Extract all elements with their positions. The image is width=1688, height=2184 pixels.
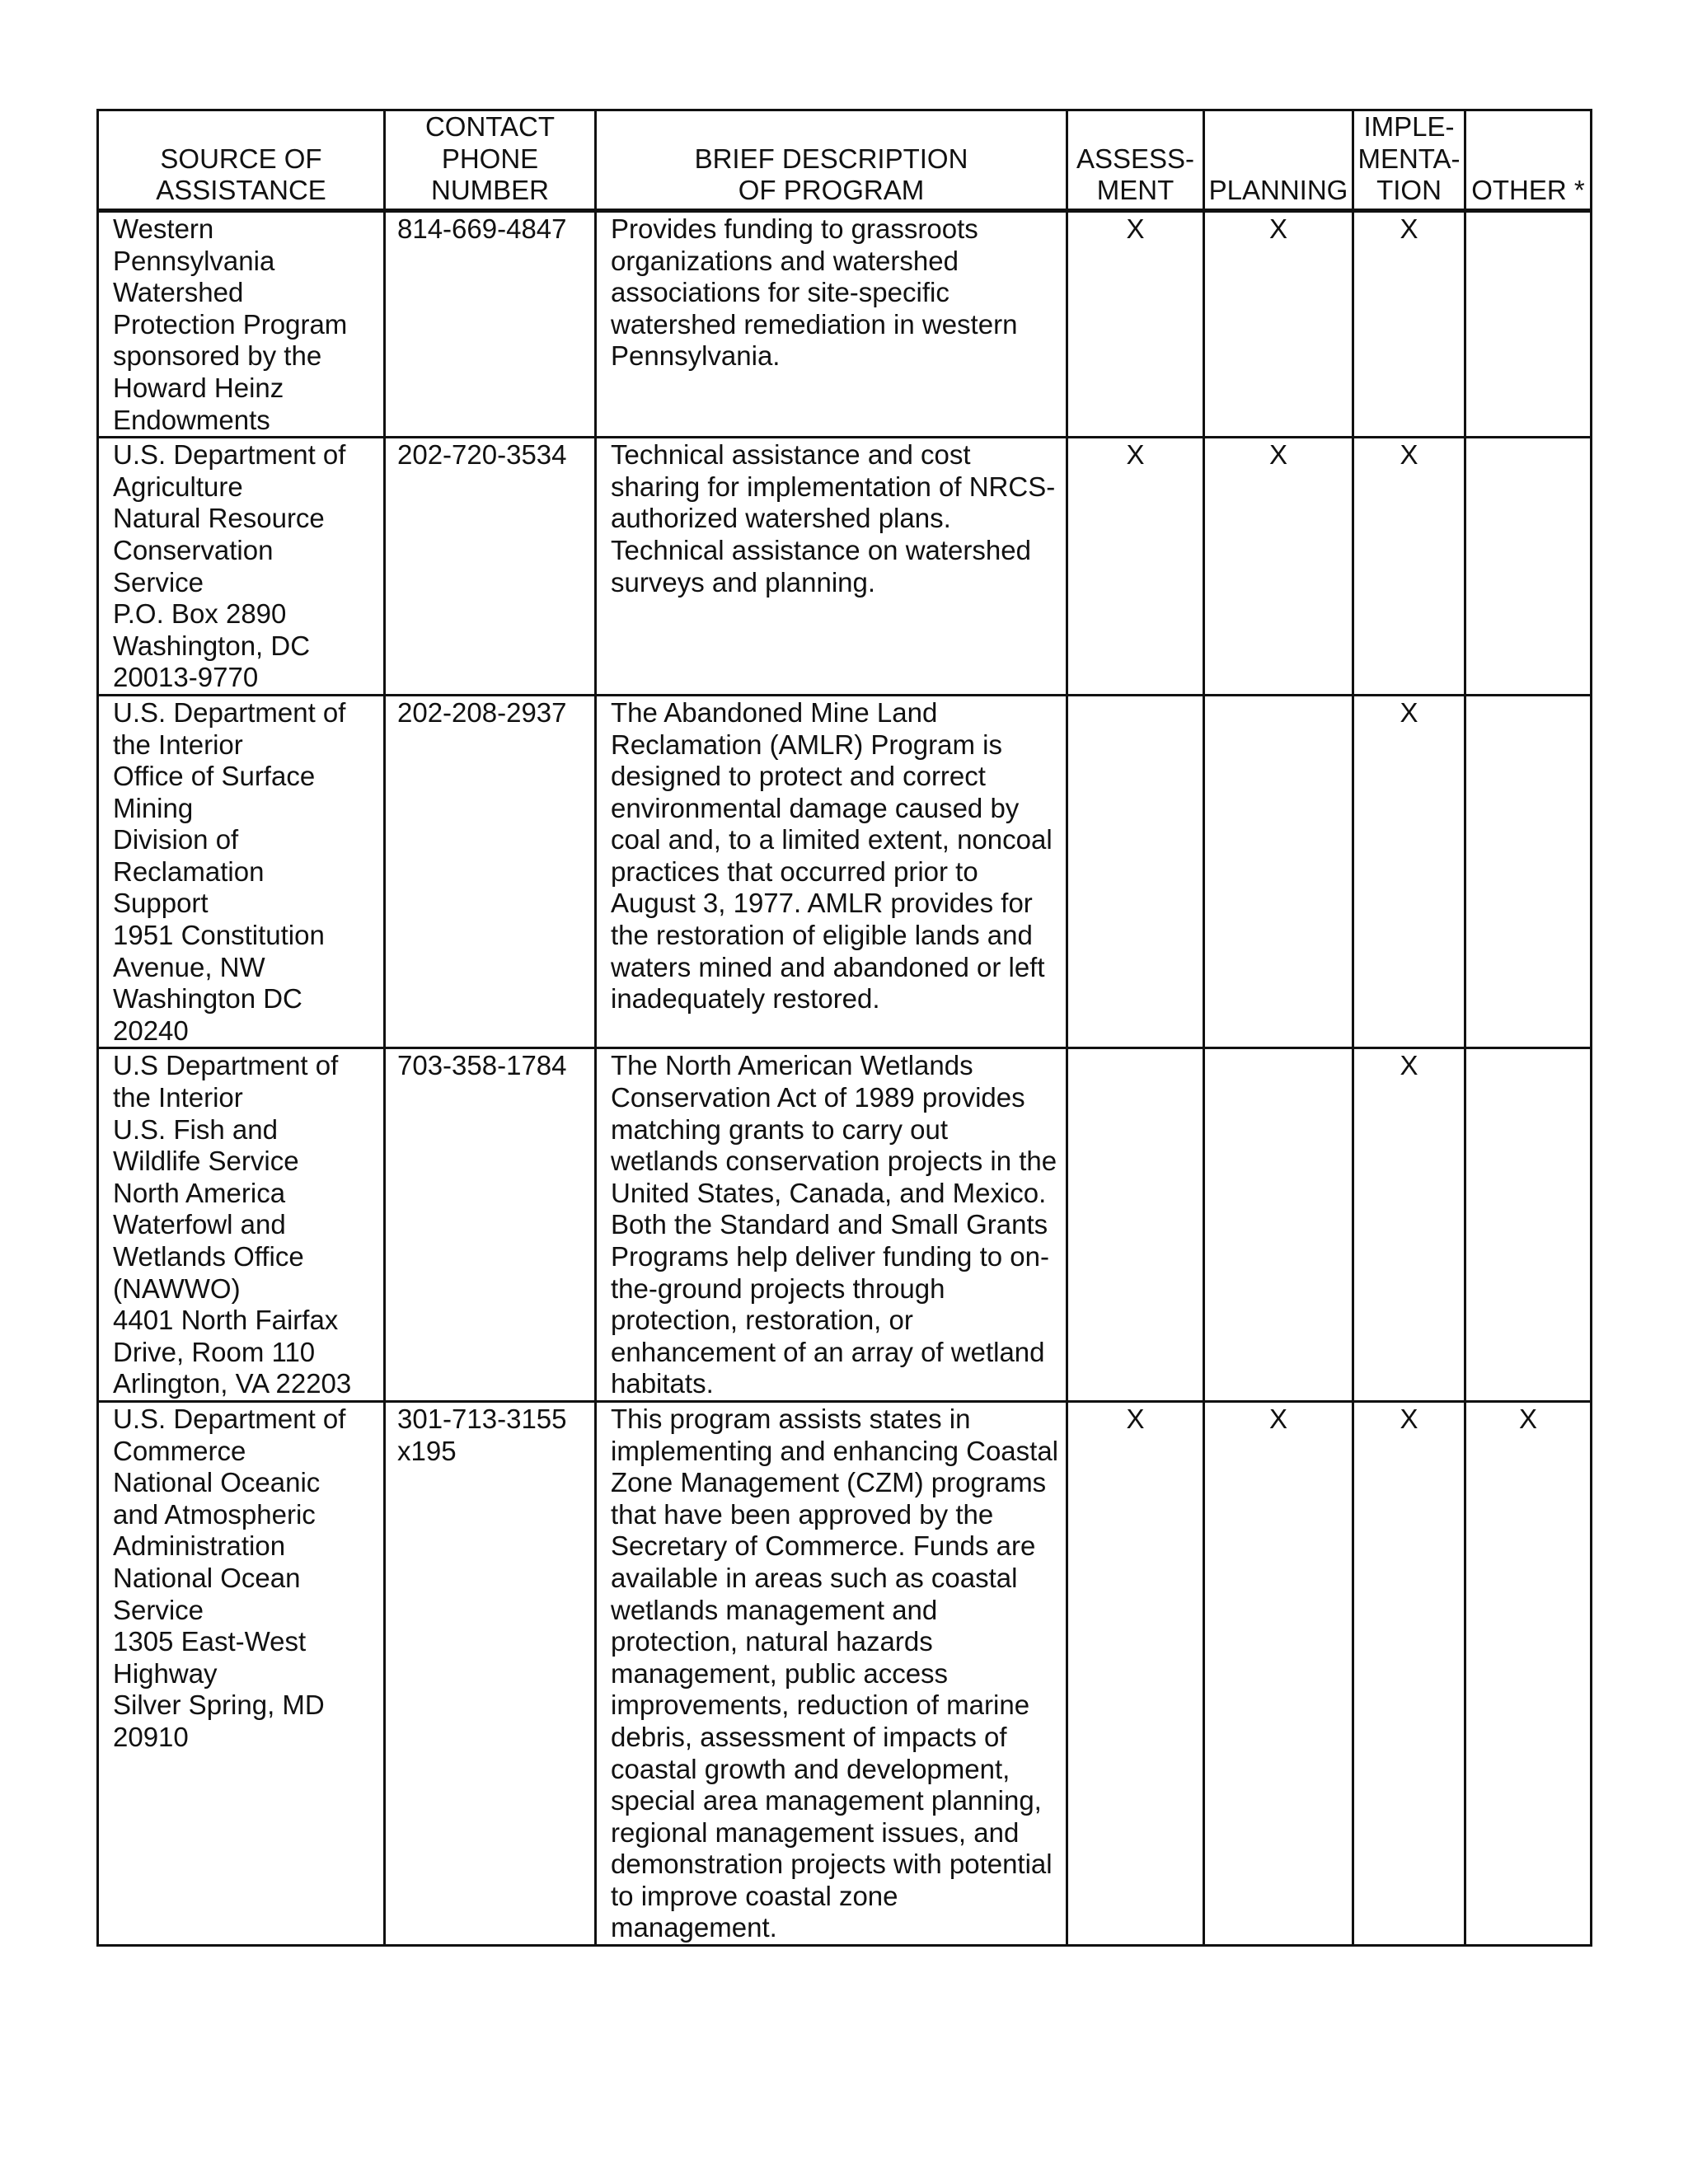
table-row <box>98 1048 1592 1402</box>
table-row <box>98 1401 1592 1945</box>
implementation-mark: X <box>1353 438 1465 696</box>
implementation-mark: X <box>1353 695 1465 1048</box>
table-row <box>98 211 1592 438</box>
header-other: OTHER * <box>1465 110 1592 211</box>
other-mark <box>1465 438 1592 696</box>
planning-mark: X <box>1204 438 1353 696</box>
planning-mark: X <box>1204 211 1353 438</box>
implementation-mark: X <box>1353 1048 1465 1402</box>
header-brief-description: BRIEF DESCRIPTION OF PROGRAM <box>596 110 1067 211</box>
other-mark: X <box>1465 1401 1592 1945</box>
source-cell: U.S. Department of the Interior Office of Surface Mining Division of Reclamation Support 1951 Constitution Avenue, NW Washington DC 20240 <box>98 695 385 1048</box>
phone-cell: 202-208-2937 <box>385 695 596 1048</box>
source-cell: U.S. Department of Agriculture Natural Resource Conservation Service P.O. Box 2890 Washington, DC 20013-9770 <box>98 438 385 696</box>
other-mark <box>1465 695 1592 1048</box>
header-row <box>98 110 1592 211</box>
assistance-programs-table <box>96 109 1592 1947</box>
other-mark <box>1465 211 1592 438</box>
planning-mark: X <box>1204 1401 1353 1945</box>
description-cell: The Abandoned Mine Land Reclamation (AMLR) Program is designed to protect and correct environmental damage caused by coal and, to a limited extent, noncoal practices that occurred prior to August 3, 1977. AMLR provides for the restoration of eligible lands and waters mined and abandoned or left inadequately restored. <box>596 695 1067 1048</box>
description-cell: Provides funding to grassroots organizations and watershed associations for site-specific watershed remediation in western Pennsylvania. <box>596 211 1067 438</box>
table-body <box>98 211 1592 1946</box>
source-cell: U.S Department of the Interior U.S. Fish and Wildlife Service North America Waterfowl and Wetlands Office (NAWWO) 4401 North Fairfax Drive, Room 110 Arlington, VA 22203 <box>98 1048 385 1402</box>
description-cell: The North American Wetlands Conservation Act of 1989 provides matching grants to carry out wetlands conservation projects in the United States, Canada, and Mexico. Both the Standard and Small Grants Programs help deliver funding to on- the-ground projects through protection, restoration, or enhancement of an array of wetland habitats. <box>596 1048 1067 1402</box>
assessment-mark <box>1067 1048 1204 1402</box>
source-cell: Western Pennsylvania Watershed Protection Program sponsored by the Howard Heinz Endowments <box>98 211 385 438</box>
header-implementation: IMPLE- MENTA- TION <box>1353 110 1465 211</box>
assessment-mark: X <box>1067 211 1204 438</box>
header-planning: PLANNING <box>1204 110 1353 211</box>
assessment-mark: X <box>1067 438 1204 696</box>
assessment-mark <box>1067 695 1204 1048</box>
phone-cell: 703-358-1784 <box>385 1048 596 1402</box>
other-mark <box>1465 1048 1592 1402</box>
implementation-mark: X <box>1353 211 1465 438</box>
description-cell: Technical assistance and cost sharing for implementation of NRCS- authorized watershed plans. Technical assistance on watershed surveys and planning. <box>596 438 1067 696</box>
phone-cell: 301-713-3155 x195 <box>385 1401 596 1945</box>
header-assessment: ASSESS- MENT <box>1067 110 1204 211</box>
source-cell: U.S. Department of Commerce National Oceanic and Atmospheric Administration National Ocean Service 1305 East-West Highway Silver Spring, MD 20910 <box>98 1401 385 1945</box>
header-contact-phone-number: CONTACT PHONE NUMBER <box>385 110 596 211</box>
planning-mark <box>1204 695 1353 1048</box>
implementation-mark: X <box>1353 1401 1465 1945</box>
table-header <box>98 110 1592 211</box>
planning-mark <box>1204 1048 1353 1402</box>
table-row <box>98 438 1592 696</box>
assessment-mark: X <box>1067 1401 1204 1945</box>
phone-cell: 202-720-3534 <box>385 438 596 696</box>
table-row <box>98 695 1592 1048</box>
header-source-of-assistance: SOURCE OF ASSISTANCE <box>98 110 385 211</box>
phone-cell: 814-669-4847 <box>385 211 596 438</box>
description-cell: This program assists states in implementing and enhancing Coastal Zone Management (CZM) programs that have been approved by the Secretary of Commerce. Funds are available in areas such as coastal wetlands management and protection, natural hazards management, public access improvements, reduction of marine debris, assessment of impacts of coastal growth and development, special area management planning, regional management issues, and demonstration projects with potential to improve coastal zone management. <box>596 1401 1067 1945</box>
